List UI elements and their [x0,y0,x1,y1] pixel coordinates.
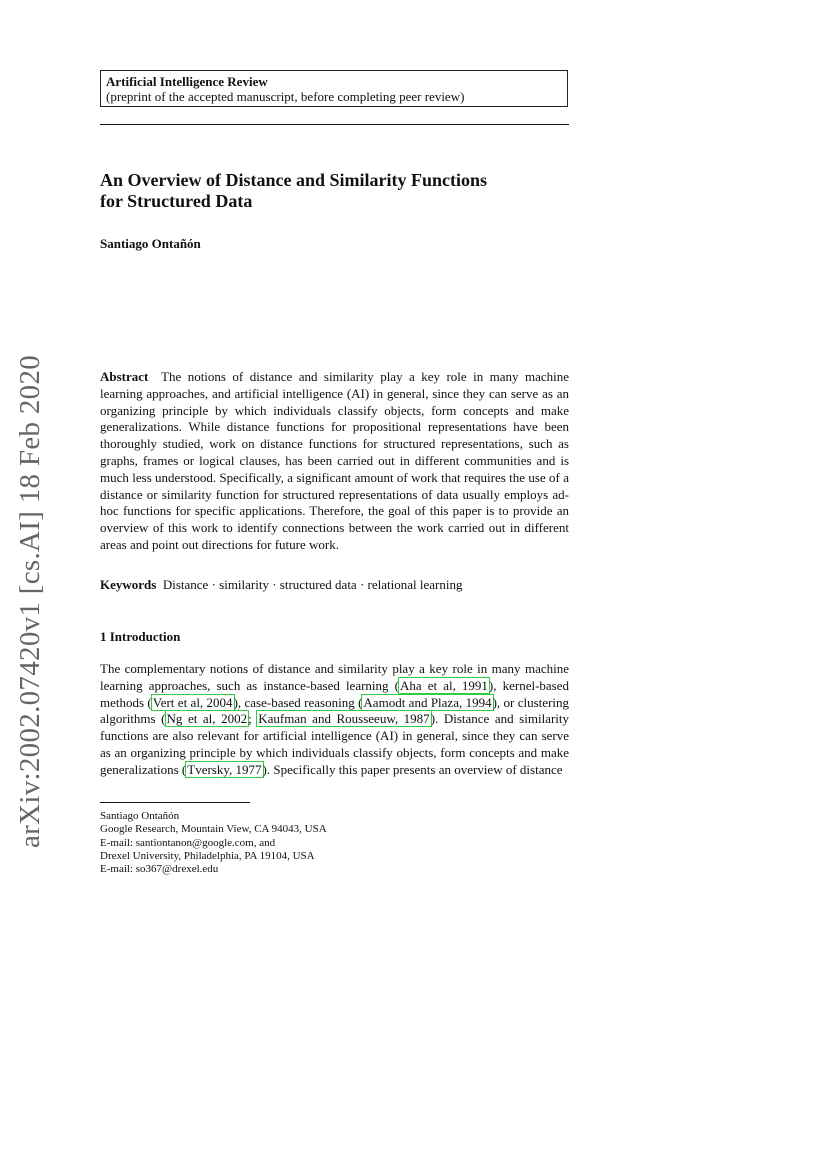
keywords-text: Distance · similarity · structured data · relational learning [162,577,463,592]
citation-link[interactable]: Ng et al, 2002 [166,711,248,727]
author-name: Santiago Ontañón [100,236,201,251]
intro-text: ; [248,711,258,727]
footnote-email-1: E-mail: santiontanon@google.com, and [100,836,276,849]
section-heading: 1 Introduction [100,629,181,644]
journal-note: (preprint of the accepted manuscript, before completing peer review) [106,89,465,104]
journal-name: Artificial Intelligence Review [106,74,268,89]
title-line-2: for Structured Data [100,191,253,211]
abstract-text: The notions of distance and similarity play a key role in many machine learning approaches, and artificial intelligence (AI) in general, since they can serve as an organizing principle by which individuals classify objects, form concepts and make generalizations. While distance functions for propositional representations have been thoroughly studied, work on distance functions for structured representations, such as graphs, frames or logical clauses, has been carried out in different communities and is much less understood. Specifically, a significant amount of work that requires the use of a distance or similarity function for structured representations of data usually employs ad-hoc functions for specific applications. Therefore, the goal of this paper is to provide an overview of this work to identify connections between the work carried out in different areas and point out directions for future work. [100,369,569,552]
intro-text: ), kernel-based methods ( [100,677,570,710]
abstract-label: Abstract [100,369,149,384]
journal-box [100,70,568,107]
intro-text: ), case-based reasoning ( [233,694,363,710]
intro-text: ), or clustering algorithms ( [100,694,570,727]
footnote-affiliation-1: Google Research, Mountain View, CA 94043, USA [100,823,327,836]
author-footnote [100,810,327,876]
intro-text: ). Specifically this paper presents an overview of distance [262,761,563,777]
citation-link[interactable]: Aha et al, 1991 [399,677,488,693]
footnote-rule [100,802,250,803]
citation-link[interactable]: Vert et al, 2004 [152,694,233,710]
citation-link[interactable]: Tversky, 1977 [187,761,262,777]
intro-paragraph [100,661,569,779]
title-line-1: An Overview of Distance and Similarity Functions [100,170,487,190]
citation-link[interactable]: Kaufman and Rousseeuw, 1987 [258,711,430,727]
header-rule [100,124,569,125]
abstract [100,369,569,554]
keywords [100,577,462,593]
arxiv-stamp[interactable]: arXiv:2002.07420v1 [cs.AI] 18 Feb 2020 [14,354,46,848]
footnote-affiliation-2: Drexel University, Philadelphia, PA 19104, USA [100,849,315,862]
footnote-name: Santiago Ontañón [100,810,180,822]
intro-text: ). Distance and similarity functions are also relevant for artificial intelligence (AI) in general, since they can serve as an organizing principle by which individuals classify objects, form concepts and make generalizations ( [100,711,570,777]
citation-link[interactable]: Aamodt and Plaza, 1994 [363,694,492,710]
footnote-email-2: E-mail: so367@drexel.edu [100,863,219,876]
intro-text: The complementary notions of distance and similarity play a key role in many machine learning approaches, such as instance-based learning ( [100,661,569,693]
paper-title [100,170,570,212]
keywords-label: Keywords [100,577,157,592]
